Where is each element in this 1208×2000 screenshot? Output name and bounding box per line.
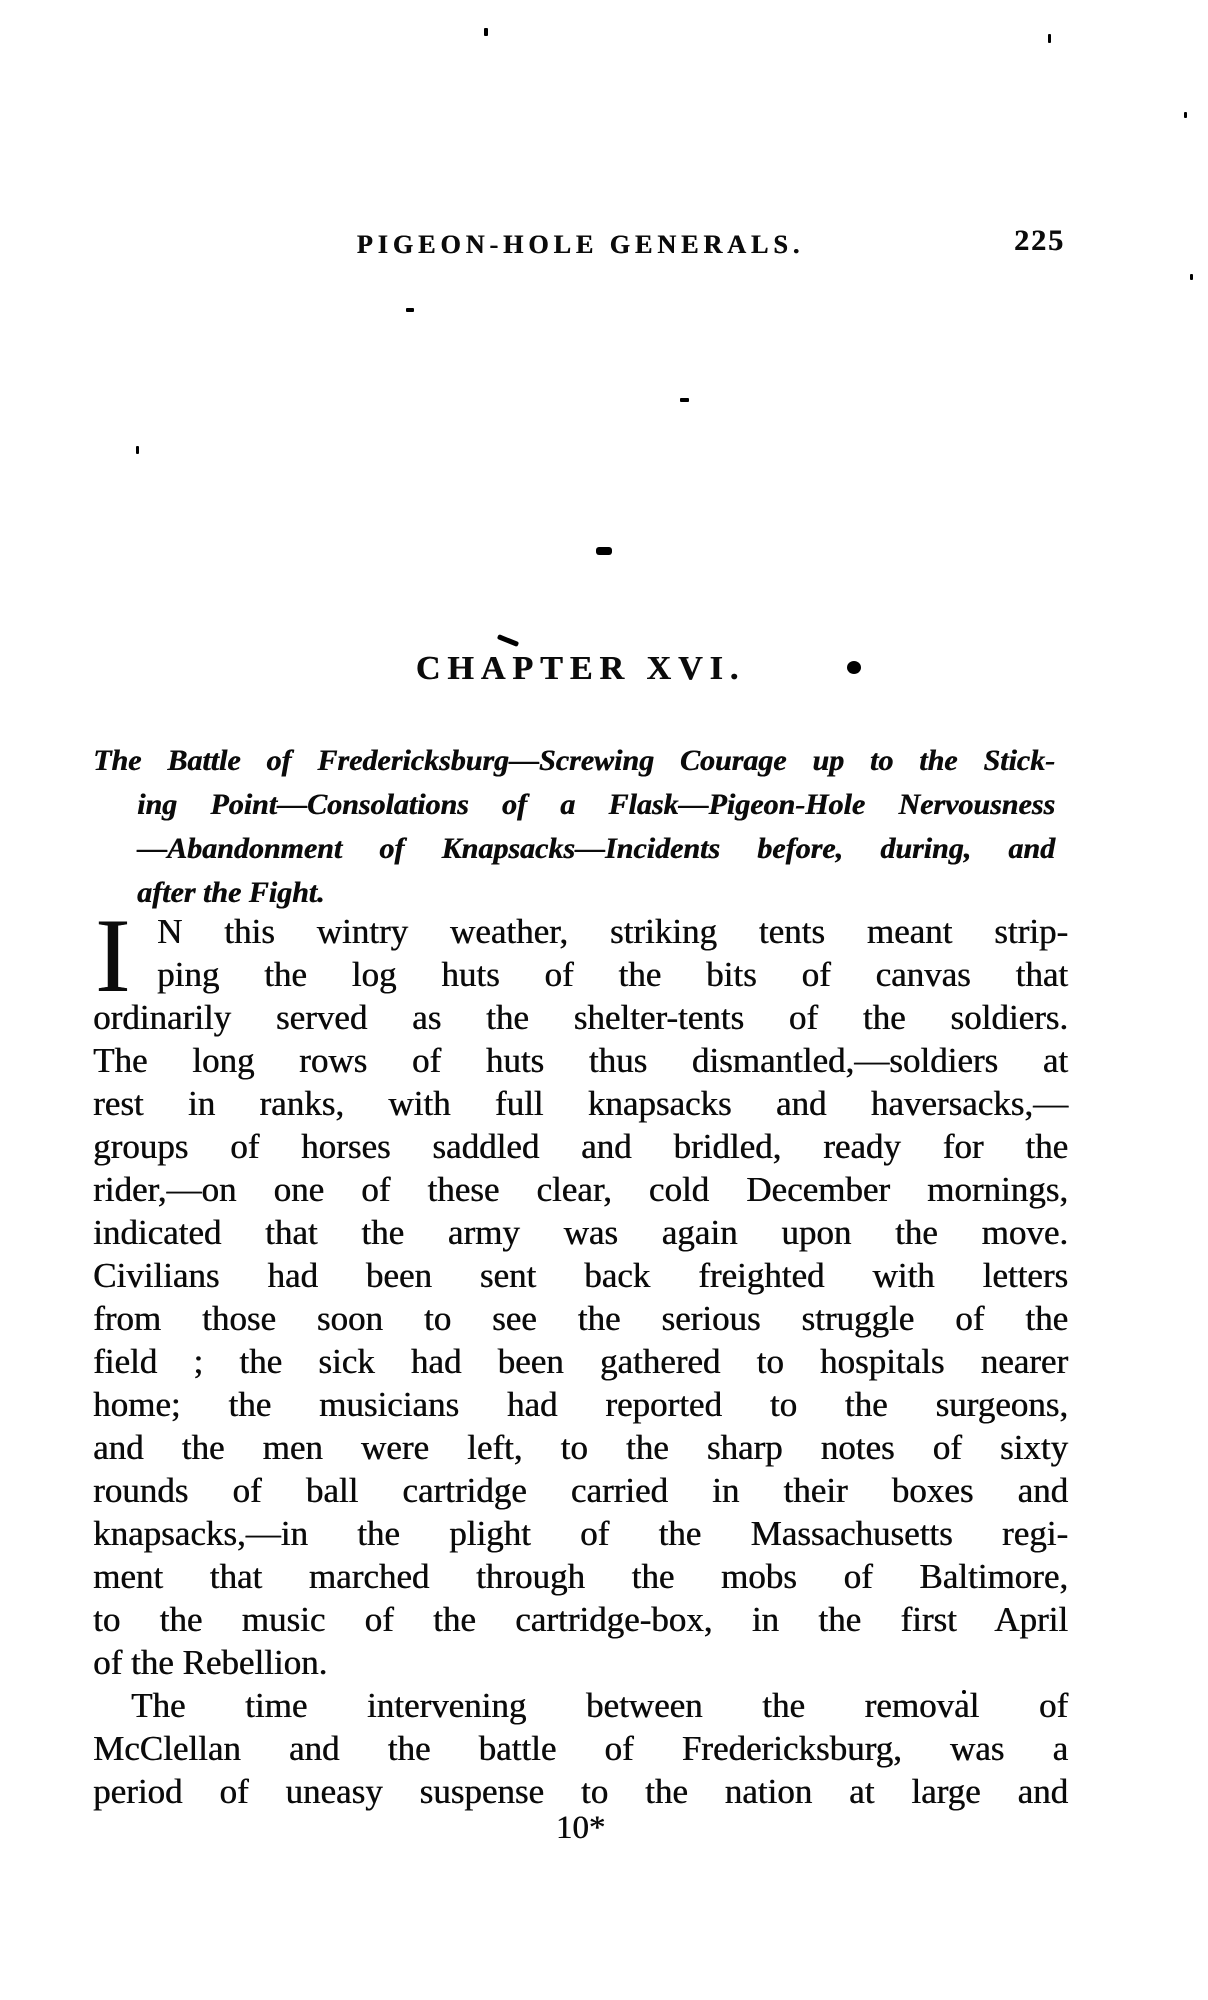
body-line: ping the log huts of the bits of canvas that: [157, 955, 1068, 994]
scan-speck: [136, 446, 139, 454]
body-line: Civilians had been sent back freighted with letters: [93, 1256, 1068, 1295]
scan-speck: [1048, 34, 1051, 43]
chapter-heading: CHAPTER XVI.: [415, 650, 746, 687]
body-line: home; the musicians had reported to the surgeons,: [93, 1385, 1068, 1424]
body-line: of the Rebellion.: [93, 1643, 328, 1682]
body-paragraph-1: [93, 897, 1068, 1686]
body-line: The long rows of huts thus dismantled,—soldiers at: [93, 1041, 1068, 1080]
body-line: from those soon to see the serious struggle of the: [93, 1299, 1068, 1338]
scan-speck: [680, 398, 689, 402]
scan-speck: [484, 28, 488, 36]
signature-mark: 10*: [555, 1810, 606, 1846]
chapter-summary: [93, 744, 1055, 920]
scan-speck: [406, 308, 414, 312]
body-line: period of uneasy suspense to the nation at large and: [93, 1772, 1068, 1811]
body-line: ment that marched through the mobs of Baltimore,: [93, 1557, 1068, 1596]
body-paragraph-2: [93, 1686, 1068, 1815]
body-line: to the music of the cartridge-box, in the first April: [93, 1600, 1068, 1639]
summary-line: The Battle of Fredericksburg—Screwing Courage up to the Stick-: [93, 744, 1055, 777]
scan-speck: [1184, 112, 1187, 118]
scan-speck: [596, 547, 612, 555]
drop-cap: I: [95, 897, 131, 1014]
body-line: groups of horses saddled and bridled, ready for the: [93, 1127, 1068, 1166]
scan-speck: [1190, 274, 1193, 280]
body-line: The time intervening between the removal of: [131, 1686, 1068, 1725]
body-line: rounds of ball cartridge carried in their boxes and: [93, 1471, 1068, 1510]
summary-line: ing Point—Consolations of a Flask—Pigeon-Hole Nervousness: [137, 788, 1055, 821]
body-line: McClellan and the battle of Fredericksburg, was a: [93, 1729, 1068, 1768]
page-number: 225: [1014, 224, 1065, 257]
body-line: rest in ranks, with full knapsacks and haversacks,—: [93, 1084, 1068, 1123]
running-head-title: PIGEON-HOLE GENERALS.: [356, 230, 805, 259]
body-line: knapsacks,—in the plight of the Massachusetts regi-: [93, 1514, 1068, 1553]
body-line: rider,—on one of these clear, cold December mornings,: [93, 1170, 1068, 1209]
stray-accent-mark: [497, 634, 519, 647]
summary-line: after the Fight.: [137, 876, 325, 909]
body-line: N this wintry weather, striking tents meant strip-: [157, 912, 1068, 951]
body-line: indicated that the army was again upon the move.: [93, 1213, 1068, 1252]
ink-dot: [847, 661, 861, 674]
body-line: field ; the sick had been gathered to hospitals nearer: [93, 1342, 1068, 1381]
body-line: ordinarily served as the shelter-tents of the soldiers.: [93, 998, 1068, 1037]
body-line: and the men were left, to the sharp notes of sixty: [93, 1428, 1068, 1467]
summary-line: —Abandonment of Knapsacks—Incidents before, during, and: [137, 832, 1055, 865]
